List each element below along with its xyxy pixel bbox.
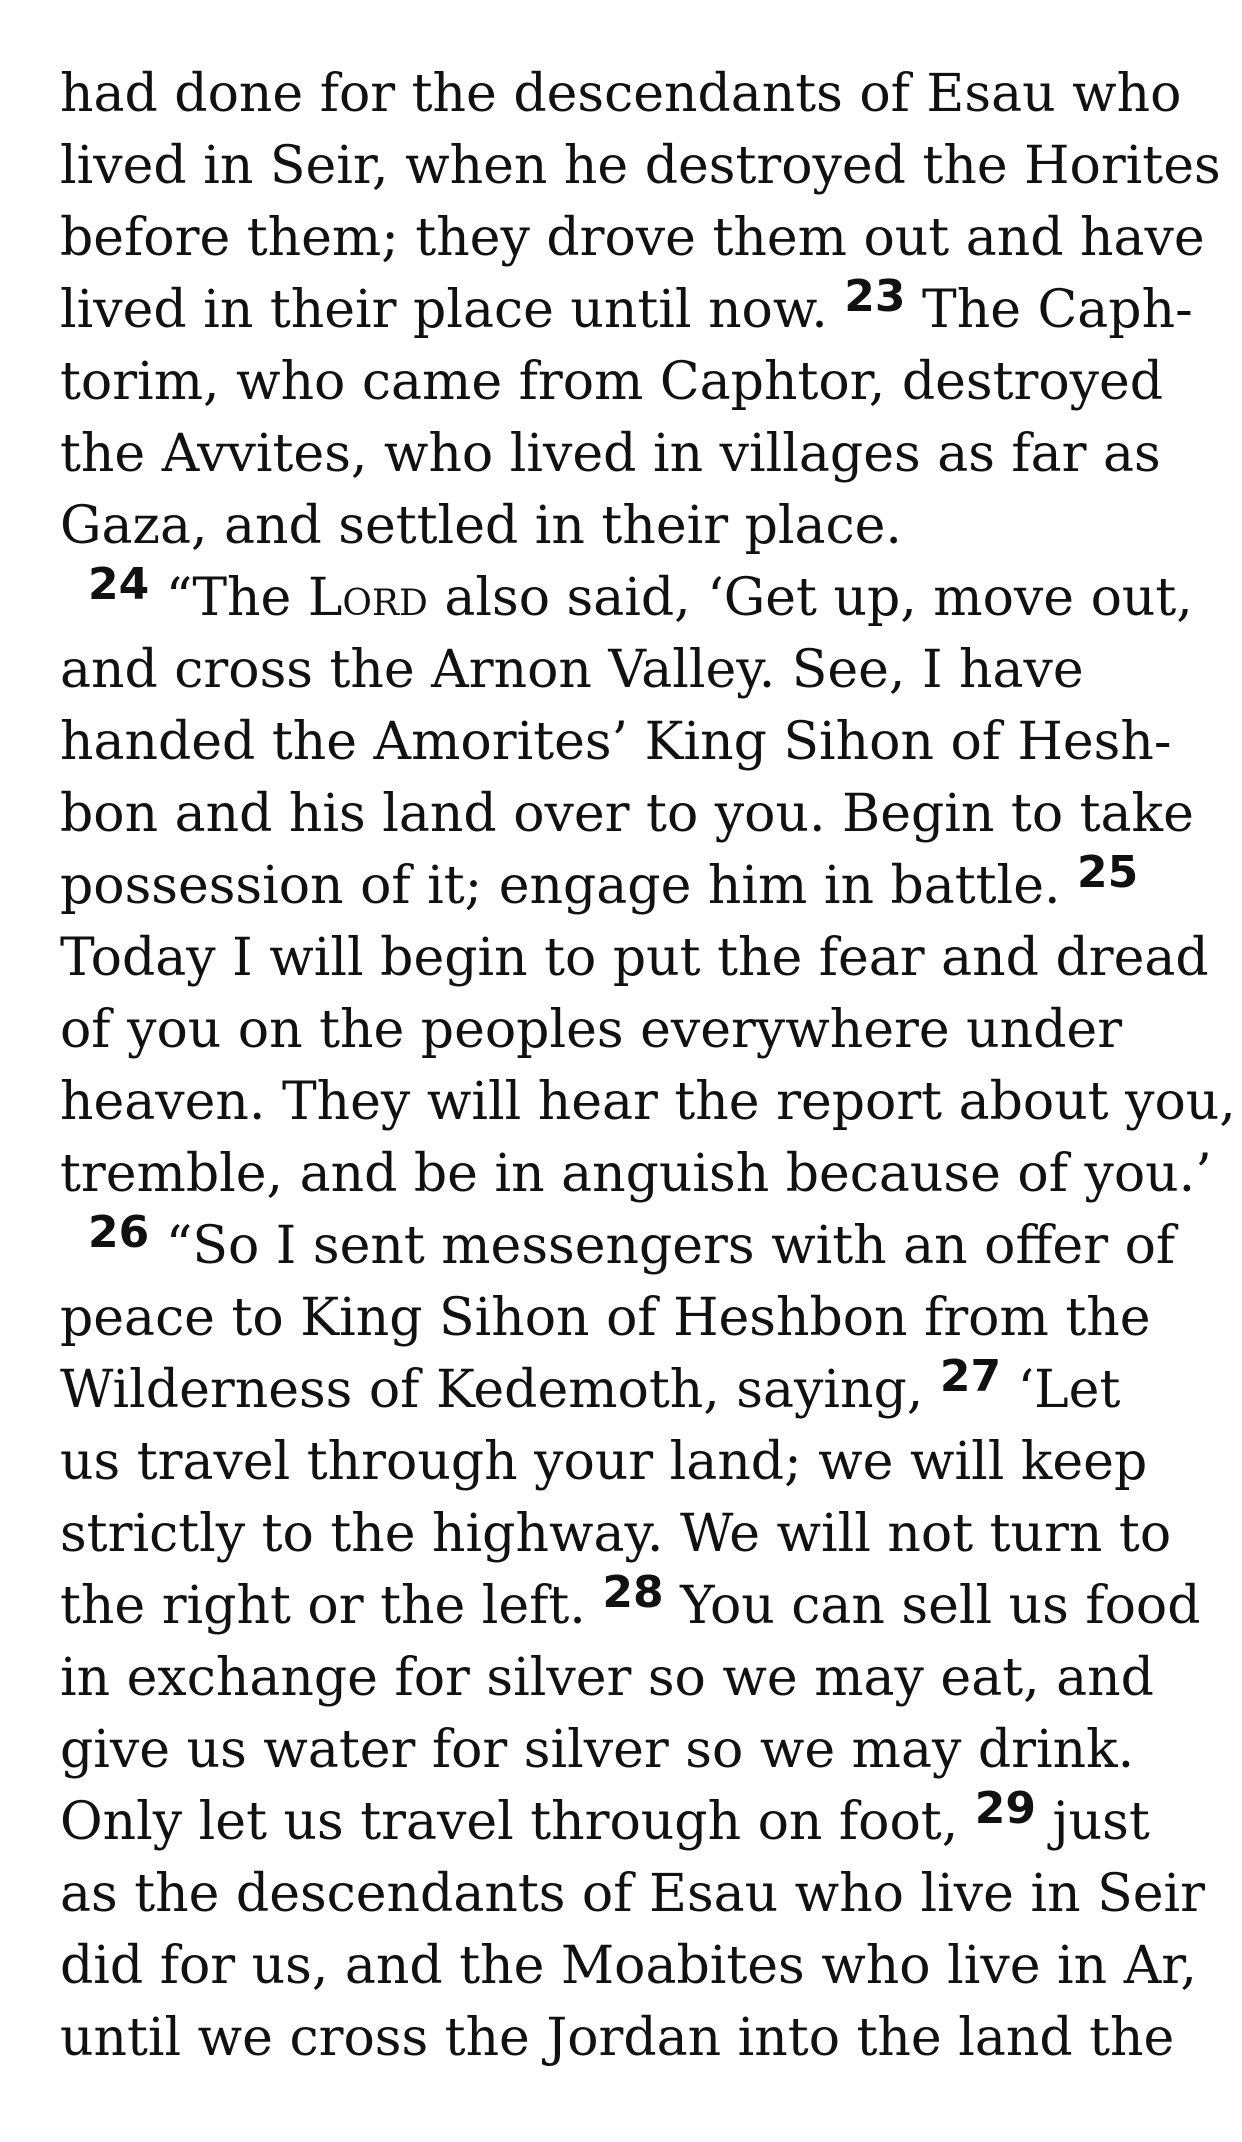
line-text: You can sell us food [663, 1576, 1201, 1636]
line-text: lived in their place until now. [60, 280, 845, 340]
text-line [60, 1351, 1194, 1426]
verse-number[interactable]: 26 [88, 1207, 150, 1258]
text-line [60, 778, 1194, 850]
text-line [60, 346, 1194, 418]
line-text: did for us, and the Moabites who live in Ar, [60, 1936, 1197, 1996]
line-text: as the descendants of Esau who live in Seir [60, 1864, 1205, 1924]
text-line [60, 1783, 1194, 1858]
text-line [60, 1138, 1212, 1210]
line-text: possession of it; engage him in battle. [60, 856, 1078, 916]
line-text: also said, ‘Get up, move out, [427, 568, 1193, 628]
line-text: Only let us travel through on foot, [60, 1792, 975, 1852]
lord-smallcaps: Lord [307, 568, 428, 628]
verse-number[interactable]: 28 [602, 1567, 664, 1618]
text-line [60, 1930, 1197, 2002]
text-line [60, 1282, 1194, 1354]
verse-number[interactable]: 23 [844, 271, 906, 322]
line-text: Today I will begin to put the fear and dread [60, 928, 1209, 988]
line-text: and cross the Arnon Valley. See, I have [60, 640, 1084, 700]
verse-number[interactable]: 29 [974, 1783, 1036, 1834]
text-line [60, 130, 1221, 202]
text-line [60, 490, 1194, 562]
line-text: The Caph- [905, 280, 1193, 340]
line-text: before them; they drove them out and have [60, 208, 1205, 268]
text-line [60, 1567, 1201, 1642]
line-text: in exchange for silver so we may eat, and [60, 1648, 1154, 1708]
line-text: torim, who came from Caphtor, destroyed [60, 352, 1164, 412]
text-line [60, 271, 1194, 346]
line-text: until we cross the Jordan into the land the [60, 2008, 1175, 2068]
verse-number[interactable]: 25 [1077, 847, 1139, 898]
text-line [60, 1714, 1194, 1786]
text-line [60, 1498, 1194, 1570]
line-text: tremble, and be in anguish because of you.’ [60, 1144, 1212, 1204]
line-text: ‘Let [1001, 1360, 1121, 1420]
line-text: had done for the descendants of Esau who [60, 64, 1182, 124]
verse-number[interactable]: 27 [939, 1351, 1002, 1402]
line-text: peace to King Sihon of Heshbon from the [60, 1288, 1151, 1348]
text-line [60, 847, 1194, 922]
text-line [60, 634, 1194, 706]
text-line [60, 1066, 1236, 1138]
line-text: just [1035, 1792, 1150, 1852]
text-line [60, 418, 1194, 490]
line-text: of you on the peoples everywhere under [60, 1000, 1123, 1060]
line-text: handed the Amorites’ King Sihon of Hesh- [60, 712, 1172, 772]
text-line [60, 706, 1194, 778]
text-line [60, 1426, 1194, 1498]
text-line [60, 1858, 1205, 1930]
text-line [60, 58, 1194, 130]
line-text: Gaza, and settled in their place. [60, 496, 902, 556]
line-text: “The [149, 568, 308, 628]
line-text: strictly to the highway. We will not turn to [60, 1504, 1172, 1564]
text-line [60, 1642, 1194, 1714]
text-line [60, 202, 1205, 274]
line-text: “So I sent messengers with an offer of [149, 1216, 1176, 1276]
line-text: us travel through your land; we will keep [60, 1432, 1148, 1492]
verse-number[interactable]: 24 [88, 559, 150, 610]
line-text: give us water for silver so we may drink. [60, 1720, 1135, 1780]
line-text: lived in Seir, when he destroyed the Horites [60, 136, 1221, 196]
line-text: Wilderness of Kedemoth, saying, [60, 1360, 940, 1420]
text-line [60, 1207, 1194, 1282]
text-line [60, 559, 1194, 634]
line-text: the right or the left. [60, 1576, 603, 1636]
text-line [60, 994, 1194, 1066]
line-text: heaven. They will hear the report about you, [60, 1072, 1236, 1132]
text-line [60, 2002, 1194, 2074]
line-text: the Avvites, who lived in villages as far as [60, 424, 1161, 484]
text-line [60, 922, 1209, 994]
line-text: bon and his land over to you. Begin to take [60, 784, 1194, 844]
